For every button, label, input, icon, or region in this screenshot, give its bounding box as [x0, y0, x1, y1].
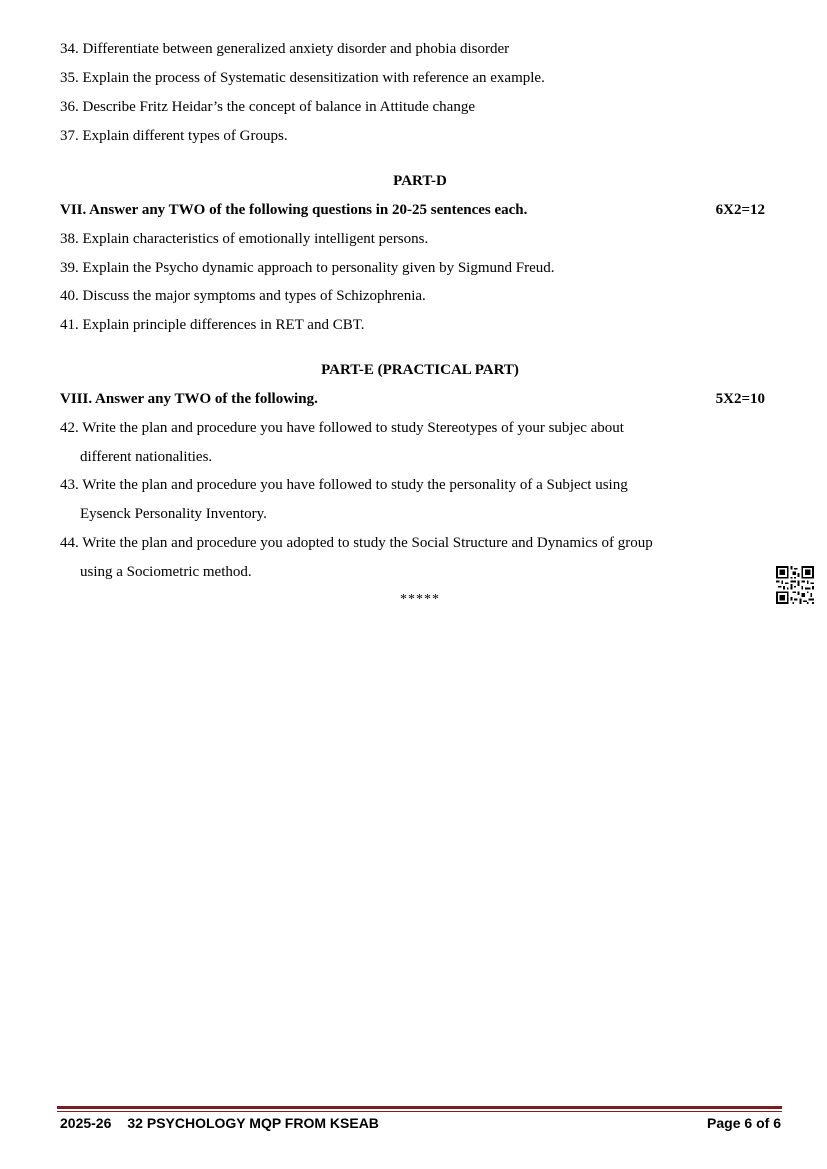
page-current: 6 [744, 1115, 753, 1131]
question-34: 34. Differentiate between generalized anxiety disorder and phobia disorder [60, 41, 510, 57]
page-footer [60, 1114, 781, 1132]
part-e-marks: 5X2=10 [715, 391, 765, 407]
question-37: 37. Explain different types of Groups. [60, 128, 288, 144]
footer-divider [57, 1106, 782, 1109]
question-43-continued: Eysenck Personality Inventory. [80, 506, 267, 522]
question-42: 42. Write the plan and procedure you have followed to study Stereotypes of your subjec about [60, 420, 624, 436]
footer-title: 32 PSYCHOLOGY MQP FROM KSEAB [127, 1115, 379, 1131]
question-44-continued: using a Sociometric method. [80, 564, 252, 580]
part-e-instruction-row [60, 390, 765, 408]
question-36: 36. Describe Fritz Heidar’s the concept of balance in Attitude change [60, 99, 475, 115]
page-label: Page [707, 1115, 741, 1131]
question-43: 43. Write the plan and procedure you have followed to study the personality of a Subject using [60, 477, 628, 493]
footer-year: 2025-26 [60, 1115, 112, 1131]
question-40: 40. Discuss the major symptoms and types of Schizophrenia. [60, 288, 426, 304]
part-d-instruction-row [60, 201, 765, 219]
part-d-marks: 6X2=12 [715, 202, 765, 218]
question-44: 44. Write the plan and procedure you adopted to study the Social Structure and Dynamics of group [60, 535, 653, 551]
question-38: 38. Explain characteristics of emotionally intelligent persons. [60, 231, 429, 247]
qr-code-icon [776, 566, 814, 604]
part-e-heading: PART-E (PRACTICAL PART) [321, 362, 519, 378]
page-of: of [756, 1115, 770, 1131]
question-35: 35. Explain the process of Systematic desensitization with reference an example. [60, 70, 545, 86]
page-total: 6 [773, 1115, 781, 1131]
question-39: 39. Explain the Psycho dynamic approach to personality given by Sigmund Freud. [60, 260, 555, 276]
question-41: 41. Explain principle differences in RET and CBT. [60, 317, 365, 333]
footer-divider-thin [57, 1111, 782, 1112]
part-d-heading: PART-D [393, 173, 447, 189]
footer-left [60, 1114, 395, 1132]
part-d-instruction: VII. Answer any TWO of the following questions in 20-25 sentences each. [60, 202, 528, 218]
part-e-instruction: VIII. Answer any TWO of the following. [60, 391, 318, 407]
end-marker: ***** [400, 592, 440, 607]
page-number [707, 1114, 781, 1132]
question-42-continued: different nationalities. [80, 449, 213, 465]
